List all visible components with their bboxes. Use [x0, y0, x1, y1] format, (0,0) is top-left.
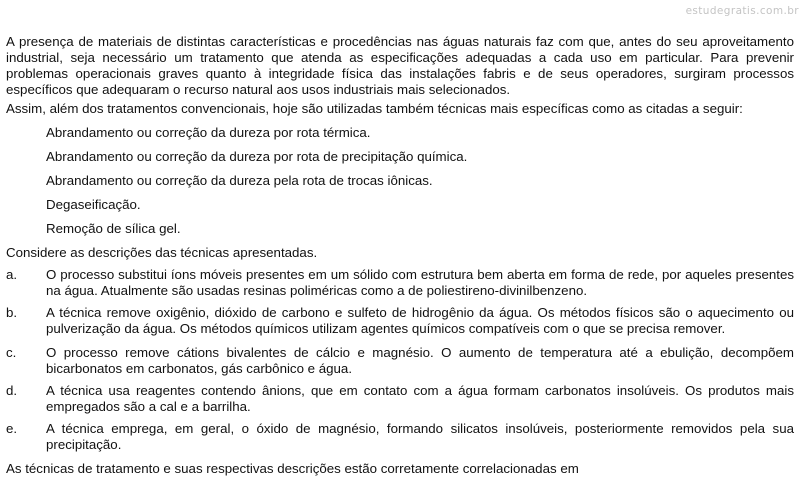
- intro-paragraph: A presença de materiais de distintas características e procedências nas águas naturais faz com que, antes do seu aproveitamento industrial, seja necessário um tratamento que atenda as especificações adequadas a cada uso em particular. Para prevenir problemas operacionais graves quanto à integridade física das instalações fabris e de seus operadores, surgiram processos específicos que adequaram o recurso natural aos usos industriais mais selecionados.: [6, 34, 794, 97]
- description-text: A técnica remove oxigênio, dióxido de carbono e sulfeto de hidrogênio da água. Os métodos físicos são o aquecimento ou pulverização da água. Os métodos químicos utilizam agentes químicos compatíveis com o que se precisa remover.: [46, 305, 794, 336]
- description-text: O processo remove cátions bivalentes de cálcio e magnésio. O aumento de temperatura até a ebulição, decompõem bicarbonatos em carbonatos, gás carbônico e água.: [46, 345, 794, 376]
- descriptions-list: [0, 267, 794, 459]
- description-item: [0, 383, 794, 421]
- technique-text: Abrandamento ou correção da dureza por rota de precipitação química.: [46, 149, 468, 164]
- description-item: [0, 267, 794, 305]
- description-item: [0, 345, 794, 383]
- description-item: [0, 305, 794, 345]
- description-letter: e.: [6, 421, 18, 436]
- description-letter: b.: [6, 305, 18, 320]
- techniques-lead-in: Assim, além dos tratamentos convencionais, hoje são utilizadas também técnicas mais específicas como as citadas a seguir:: [6, 101, 743, 116]
- description-letter: a.: [6, 267, 18, 282]
- description-letter: d.: [6, 383, 18, 398]
- site-watermark: estudegratis.com.br: [685, 5, 799, 17]
- description-text: O processo substitui íons móveis presentes em um sólido com estrutura bem aberta em forma de rede, por aqueles presentes na água. Atualmente são usadas resinas poliméricas como a de poliestireno-divinilbenzeno.: [46, 267, 794, 298]
- descriptions-lead-in: Considere as descrições das técnicas apresentadas.: [6, 245, 318, 260]
- description-item: [0, 421, 794, 459]
- description-letter: c.: [6, 345, 17, 360]
- description-text: A técnica usa reagentes contendo ânions, que em contato com a água formam carbonatos insolúveis. Os produtos mais empregados são a cal e a barrilha.: [46, 383, 794, 414]
- description-text: A técnica emprega, em geral, o óxido de magnésio, formando silicatos insolúveis, posteriormente removidos pela sua precipitação.: [46, 421, 794, 452]
- technique-text: Abrandamento ou correção da dureza por rota térmica.: [46, 125, 371, 140]
- technique-text: Remoção de sílica gel.: [46, 221, 181, 236]
- technique-text: Abrandamento ou correção da dureza pela rota de trocas iônicas.: [46, 173, 433, 188]
- technique-text: Degaseificação.: [46, 197, 141, 212]
- question-prompt: As técnicas de tratamento e suas respectivas descrições estão corretamente correlacionadas em: [6, 461, 579, 476]
